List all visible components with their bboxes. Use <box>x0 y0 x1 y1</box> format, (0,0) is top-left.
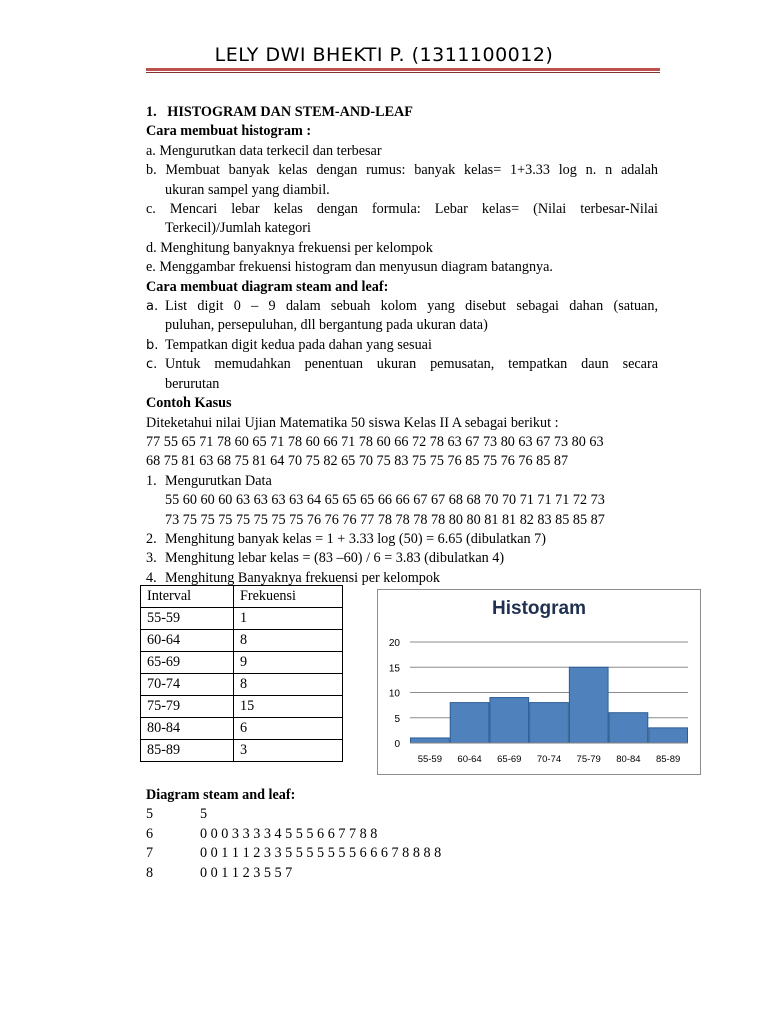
step-text: List digit 0 – 9 dalam sebuah kolom yang disebut sebagai dahan (satuan, <box>165 298 658 315</box>
histogram-bar <box>450 703 489 743</box>
section-number: 1. <box>146 104 157 120</box>
interval-cell: 85-89 <box>141 740 234 762</box>
stemleaf-step-cont: puluhan, persepuluhan, dll bergantung pada ukuran data) <box>165 317 488 334</box>
frequency-cell: 15 <box>234 696 343 718</box>
stemleaf-step <box>146 297 658 316</box>
step-item <box>146 472 658 491</box>
table-header-row <box>141 586 343 608</box>
sorted-data-line: 73 75 75 75 75 75 75 75 76 76 76 77 78 78 78 78 80 80 81 81 82 83 85 85 87 <box>165 511 605 528</box>
y-tick-label: 0 <box>394 739 400 750</box>
stem-leaf-row <box>146 825 441 844</box>
histogram-chart <box>377 589 701 775</box>
table-row <box>141 652 343 674</box>
table-row <box>141 696 343 718</box>
case-title: Contoh Kasus <box>146 395 232 412</box>
step-text: Mengurutkan Data <box>165 472 272 489</box>
histogram-step: d. Menghitung banyaknya frekuensi per kelompok <box>146 239 433 256</box>
frequency-cell: 6 <box>234 718 343 740</box>
histogram-howto-title: Cara membuat histogram : <box>146 123 312 140</box>
stem-value: 7 <box>146 845 154 862</box>
interval-cell: 55-59 <box>141 608 234 630</box>
document-body <box>146 103 658 588</box>
histogram-bar <box>530 703 569 743</box>
x-tick-label: 60-64 <box>457 754 482 765</box>
step-number: 4. <box>146 569 157 586</box>
table-row <box>141 674 343 696</box>
step-label: c. <box>146 357 158 373</box>
table-row <box>141 608 343 630</box>
stem-leaf-title: Diagram steam and leaf: <box>146 787 296 803</box>
stem-value: 5 <box>146 806 154 823</box>
stemleaf-step <box>146 355 658 374</box>
y-tick-label: 15 <box>388 663 400 675</box>
step-number: 2. <box>146 530 157 547</box>
leaf-values: 0 0 1 1 2 3 5 5 7 <box>200 864 293 881</box>
step-text: Menghitung Banyaknya frekuensi per kelompok <box>165 569 441 586</box>
header-divider-thin <box>146 72 660 73</box>
leaf-values: 0 0 0 3 3 3 3 4 5 5 5 6 6 7 7 8 8 <box>200 825 378 842</box>
table-row <box>141 630 343 652</box>
step-number: 3. <box>146 550 157 567</box>
frequency-cell: 8 <box>234 630 343 652</box>
stem-leaf-section <box>146 786 441 883</box>
x-tick-label: 80-84 <box>616 754 641 765</box>
table-row <box>141 740 343 762</box>
frequency-cell: 9 <box>234 652 343 674</box>
raw-data-line: 77 55 65 71 78 60 65 71 78 60 66 71 78 60 66 72 78 63 67 73 80 63 67 73 80 63 <box>146 433 604 450</box>
y-tick-label: 10 <box>388 688 400 700</box>
sorted-data-line: 55 60 60 60 63 63 63 63 64 65 65 65 66 66 67 67 68 68 70 70 71 71 71 72 73 <box>165 492 605 509</box>
histogram-bar <box>649 728 688 743</box>
step-number: 1. <box>146 472 157 489</box>
step-text: Untuk memudahkan penentuan ukuran pemusatan, tempatkan daun secara <box>165 356 658 373</box>
stemleaf-step <box>146 336 658 355</box>
stemleaf-howto-title: Cara membuat diagram steam and leaf: <box>146 278 389 295</box>
stem-leaf-row <box>146 805 441 824</box>
stem-leaf-row <box>146 844 441 863</box>
interval-cell: 60-64 <box>141 630 234 652</box>
y-tick-label: 5 <box>394 713 400 725</box>
step-label: a. <box>146 299 159 315</box>
header-divider <box>146 68 660 71</box>
table-header-cell: Frekuensi <box>234 586 343 608</box>
frequency-cell: 8 <box>234 674 343 696</box>
step-text: Tempatkan digit kedua pada dahan yang sesuai <box>165 336 432 353</box>
histogram-bar <box>411 738 450 743</box>
x-tick-label: 55-59 <box>417 754 443 765</box>
interval-cell: 65-69 <box>141 652 234 674</box>
histogram-bar <box>569 667 608 743</box>
histogram-step: e. Menggambar frekuensi histogram dan menyusun diagram batangnya. <box>146 259 553 276</box>
x-tick-label: 75-79 <box>576 754 601 765</box>
step-item <box>146 530 658 549</box>
x-tick-label: 70-74 <box>536 754 562 765</box>
histogram-step: b. Membuat banyak kelas dengan rumus: banyak kelas= 1+3.33 log n. n adalah <box>146 162 658 179</box>
step-label: b. <box>146 337 159 353</box>
y-tick-label: 20 <box>388 638 400 649</box>
case-intro: Diteketahui nilai Ujian Matematika 50 siswa Kelas II A sebagai berikut : <box>146 414 559 431</box>
frequency-cell: 1 <box>234 608 343 630</box>
section-heading <box>146 103 658 122</box>
stem-value: 8 <box>146 864 154 881</box>
leaf-values: 0 0 1 1 1 2 3 3 5 5 5 5 5 5 5 6 6 6 7 8 8 8 8 <box>200 845 442 862</box>
histogram-bar <box>490 698 529 743</box>
raw-data-line: 68 75 81 63 68 75 81 64 70 75 82 65 70 75 83 75 75 76 85 75 76 76 85 87 <box>146 453 569 470</box>
table-row <box>141 718 343 740</box>
stem-leaf-row <box>146 864 441 883</box>
x-tick-label: 85-89 <box>655 754 681 765</box>
chart-title: Histogram <box>492 598 586 619</box>
step-text: Menghitung banyak kelas = 1 + 3.33 log (50) = 6.65 (dibulatkan 7) <box>165 530 546 547</box>
histogram-step: a. Mengurutkan data terkecil dan terbesar <box>146 142 382 159</box>
x-tick-label: 65-69 <box>497 754 522 765</box>
frequency-table <box>140 585 343 762</box>
histogram-step-cont: Terkecil)/Jumlah kategori <box>165 220 311 237</box>
section-heading-text: HISTOGRAM DAN STEM-AND-LEAF <box>167 104 413 120</box>
stemleaf-step-cont: berurutan <box>165 375 220 392</box>
histogram-svg <box>378 590 700 774</box>
stem-value: 6 <box>146 825 154 842</box>
step-text: Menghitung lebar kelas = (83 –60) / 6 = 3.83 (dibulatkan 4) <box>165 550 505 567</box>
interval-cell: 75-79 <box>141 696 234 718</box>
page-header-title: LELY DWI BHEKTI P. (1311100012) <box>214 44 554 66</box>
interval-cell: 80-84 <box>141 718 234 740</box>
histogram-step: c. Mencari lebar kelas dengan formula: Lebar kelas= (Nilai terbesar-Nilai <box>146 201 658 218</box>
histogram-bar <box>609 713 648 743</box>
frequency-cell: 3 <box>234 740 343 762</box>
table-header-cell: Interval <box>141 586 234 608</box>
leaf-values: 5 <box>200 806 208 823</box>
step-item <box>146 549 658 568</box>
histogram-step-cont: ukuran sampel yang diambil. <box>165 181 330 198</box>
interval-cell: 70-74 <box>141 674 234 696</box>
